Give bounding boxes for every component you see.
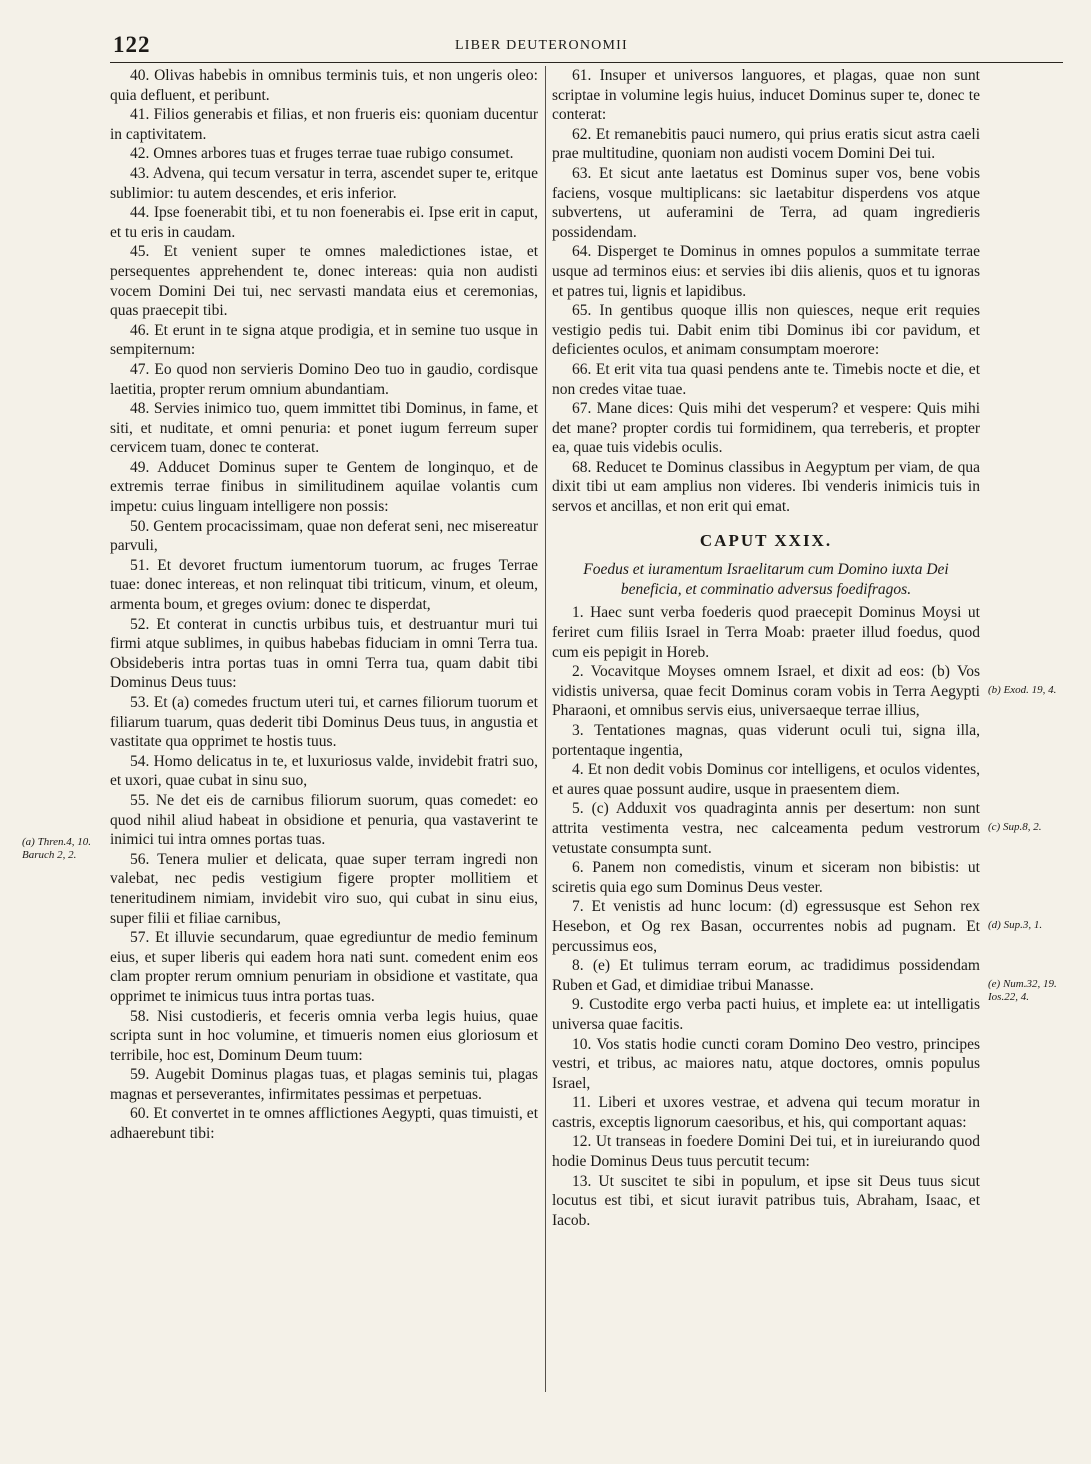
verse: 3. Tentationes magnas, quas viderunt oculi tui, signa illa, portentaque ingentia, [552,722,980,759]
header-rule [110,62,1063,63]
verse: 11. Liberi et uxores vestrae, et advena qui tecum moratur in castris, exceptis lignorum caesoribus, et his, qui comportant aquas: [552,1094,980,1131]
verse: 58. Nisi custodieris, et feceris omnia verba legis huius, quae scripta sunt in hoc volumine, et timueris nomen eius gloriosum et terribile, hoc est, Dominum Deum tuum: [110,1007,538,1064]
verse: 61. Insuper et universos languores, et plagas, quae non sunt scriptae in volumine legis huius, inducet Dominus super te, donec te conterat: [552,67,980,124]
column-divider [545,66,546,1392]
verse: 62. Et remanebitis pauci numero, qui prius eratis sicut astra caeli prae multitudine, quoniam non audisti vocem Domini Dei tui. [552,125,980,163]
verse: 49. Adducet Dominus super te Gentem de longinquo, et de extremis terrae finibus in similitudinem aquilae volantis cum impetu: cuius linguam intelligere non possis: [110,458,538,516]
verse: 48. Servies inimico tuo, quem immittet tibi Dominus, in fame, et siti, et nuditate, et omni penuria: et ponet iugum ferreum super cervicem tuam, donec te conterat. [110,400,538,457]
verse: 44. Ipse foenerabit tibi, et tu non foenerabis ei. Ipse erit in caput, et tu eris in caudam. [110,204,538,241]
verse: 12. Ut transeas in foedere Domini Dei tui, et in iureiurando quod hodie Dominus Deus tuus percutit tecum: [552,1133,980,1171]
margin-note-b: (b) Exod. 19, 4. [988,684,1057,696]
verse: 47. Eo quod non servieris Domino Deo tuo in gaudio, cordisque laetitia, propter rerum omnium abundantiam. [110,360,538,398]
verse: 67. Mane dices: Quis mihi det vesperum? et vespere: Quis mihi det mane? propter cordis tui formidinem, qua terreberis, et propter ea, quae tuis videbis oculis. [552,400,980,457]
verse: 53. Et (a) comedes fructum uteri tui, et carnes filiorum tuorum et filiarum tuarum, quas dederit tibi Dominus Deus tuus, in angustia et vastitate qua opprimet te hostis tuus. [110,694,538,751]
verse: 13. Ut suscitet te sibi in populum, et ipse sit Deus tuus sicut locutus est tibi, et sicut iuravit patribus tuis, Abraham, Isaac, et Iacob. [552,1172,980,1229]
margin-note-a: (a) Thren.4, 10. Baruch 2, 2. [22,836,91,861]
verse: 1. Haec sunt verba foederis quod praecepit Dominus Moysi ut feriret cum filiis Israel in Terra Moab: praeter illud foedus, quod cum eis pepigit in Horeb. [552,604,980,661]
running-title: LIBER DEUTERONOMII [455,38,628,53]
verse: 5. (c) Adduxit vos quadraginta annis per desertum: non sunt attrita vestimenta vestra, nec calceamenta pedum vestrorum vetustate consumpta sunt. [552,800,980,857]
verse: 10. Vos statis hodie cuncti coram Domino Deo vestro, principes vestri, et tribus, ac maiores natu, atque doctores, omnis populus Israel, [552,1035,980,1092]
verse: 63. Et sicut ante laetatus est Dominus super vos, bene vobis faciens, vosque multiplicans: sic laetabitur disperdens vos atque subvertens, ut auferamini de Terra, ad quam ingredieris possidendam. [552,164,980,241]
margin-note-e: (e) Num.32, 19. Ios.22, 4. [988,978,1057,1003]
verse: 65. In gentibus quoque illis non quiesces, neque erit requies vestigio pedis tui. Dabit enim tibi Dominus ibi cor pavidum, et deficientes oculos, et animam consumptam moerore: [552,302,980,359]
verse: 57. Et illuvie secundarum, quae egrediuntur de medio feminum eius, et super liberis qui eadem hora nati sunt. comedent enim eos clam propter rerum omnium penuriam in obsidione et vastitate, qua opprimet te inimicus tuus intra portas tuas. [110,929,538,1005]
verse: 8. (e) Et tulimus terram eorum, ac tradidimus possidendam Ruben et Gad, et dimidiae tribui Manasse. [552,957,980,994]
chapter-heading: CAPUT XXIX. [699,530,833,550]
verse: 64. Disperget te Dominus in omnes populos a summitate terrae usque ad terminos eius: et servies ibi diis alienis, quos et tu ignoras et patres tui, lignis et lapidibus. [552,243,980,300]
verse: 52. Et conterat in cunctis urbibus tuis, et destruantur muri tui firmi atque sublimes, in quibus habebas fiduciam in omni Terra tua. Obsideberis intra portas tuas in omni Terra tua, quam dabit tibi Dominus Deus tuus: [110,615,538,692]
left-column [110,66,538,1144]
verse: 42. Omnes arbores tuas et fruges terrae tuae rubigo consumet. [130,145,514,163]
verse: 68. Reducet te Dominus classibus in Aegyptum per viam, de qua dixit tibi ut eam amplius non videres. Ibi venderis inimicis tuis in servos et ancillas, et non erit qui emat. [552,458,980,516]
verse: 4. Et non dedit vobis Dominus cor intelligens, et oculos videntes, et aures quae possunt audire, usque in praesentem diem. [552,761,980,798]
margin-note-c: (c) Sup.8, 2. [988,821,1042,833]
verse: 51. Et devoret fructum iumentorum tuorum, ac fruges Terrae tuae: donec intereas, et non relinquat tibi triticum, vinum, et oleum, armenta boum, et greges ovium: donec te disperdat, [110,556,538,614]
margin-note-d: (d) Sup.3, 1. [988,919,1043,931]
chapter-summary: Foedus et iuramentum Israelitarum cum Domino iuxta Dei beneficia, et comminatio adversus foedifragos. [583,561,949,598]
page-number: 122 [113,32,151,57]
right-column [552,66,980,1230]
verse: 45. Et venient super te omnes maledictiones istae, et persequentes apprehendent te, donec intereas: quia non audisti vocem Domini Dei tui, nec servasti mandata eius et ceremonias, quas praecepit tibi. [110,243,538,320]
verse: 59. Augebit Dominus plagas tuas, et plagas seminis tui, plagas magnas et perseverantes, infirmitates pessimas et perpetuas. [110,1066,538,1103]
verse: 7. Et venistis ad hunc locum: (d) egressusque est Sehon rex Hesebon, et Og rex Basan, occurrentes nobis ad pugnam. Et percussimus eos, [552,898,980,955]
verse: 50. Gentem procacissimam, quae non deferat seni, nec misereatur parvuli, [110,517,538,555]
verse: 40. Olivas habebis in omnibus terminis tuis, et non ungeris oleo: quia defluent, et peribunt. [110,67,538,104]
verse: 2. Vocavitque Moyses omnem Israel, et dixit ad eos: (b) Vos vidistis universa, quae fecit Dominus coram vobis in Terra Aegypti Pharaoni, et omnibus servis eius, universaeque terrae illius, [552,663,980,720]
verse: 60. Et convertet in te omnes afflictiones Aegypti, quas timuisti, et adhaerebunt tibi: [110,1105,538,1143]
verse: 54. Homo delicatus in te, et luxuriosus valde, invidebit fratri suo, et uxori, quae cubat in sinu suo, [110,752,538,790]
verse: 6. Panem non comedistis, vinum et siceram non bibistis: ut sciretis quia ego sum Dominus Deus vester. [552,859,980,896]
verse: 43. Advena, qui tecum versatur in terra, ascendet super te, eritque sublimior: tu autem descendes, et eris inferior. [110,164,538,202]
verse: 41. Filios generabis et filias, et non frueris eis: quoniam ducentur in captivitatem. [110,106,538,143]
verse: 56. Tenera mulier et delicata, quae super terram ingredi non valebat, nec pedis vestigium figere propter mollitiem et teneritudinem nimiam, invidebit viro suo, qui cubat in sinu eius, super filii et filiae carnibus, [110,850,538,927]
verse: 9. Custodite ergo verba pacti huius, et implete ea: ut intelligatis universa quae facitis. [552,996,980,1033]
verse: 46. Et erunt in te signa atque prodigia, et in semine tuo usque in sempiternum: [110,321,538,359]
verse: 66. Et erit vita tua quasi pendens ante te. Timebis nocte et die, et non credes vitae tuae. [552,360,980,398]
verse: 55. Ne det eis de carnibus filiorum suorum, quas comedet: eo quod nihil aliud habeat in obsidione et penuria, qua vastaverint te inimici tui intra omnes portas tuas. [110,791,538,849]
